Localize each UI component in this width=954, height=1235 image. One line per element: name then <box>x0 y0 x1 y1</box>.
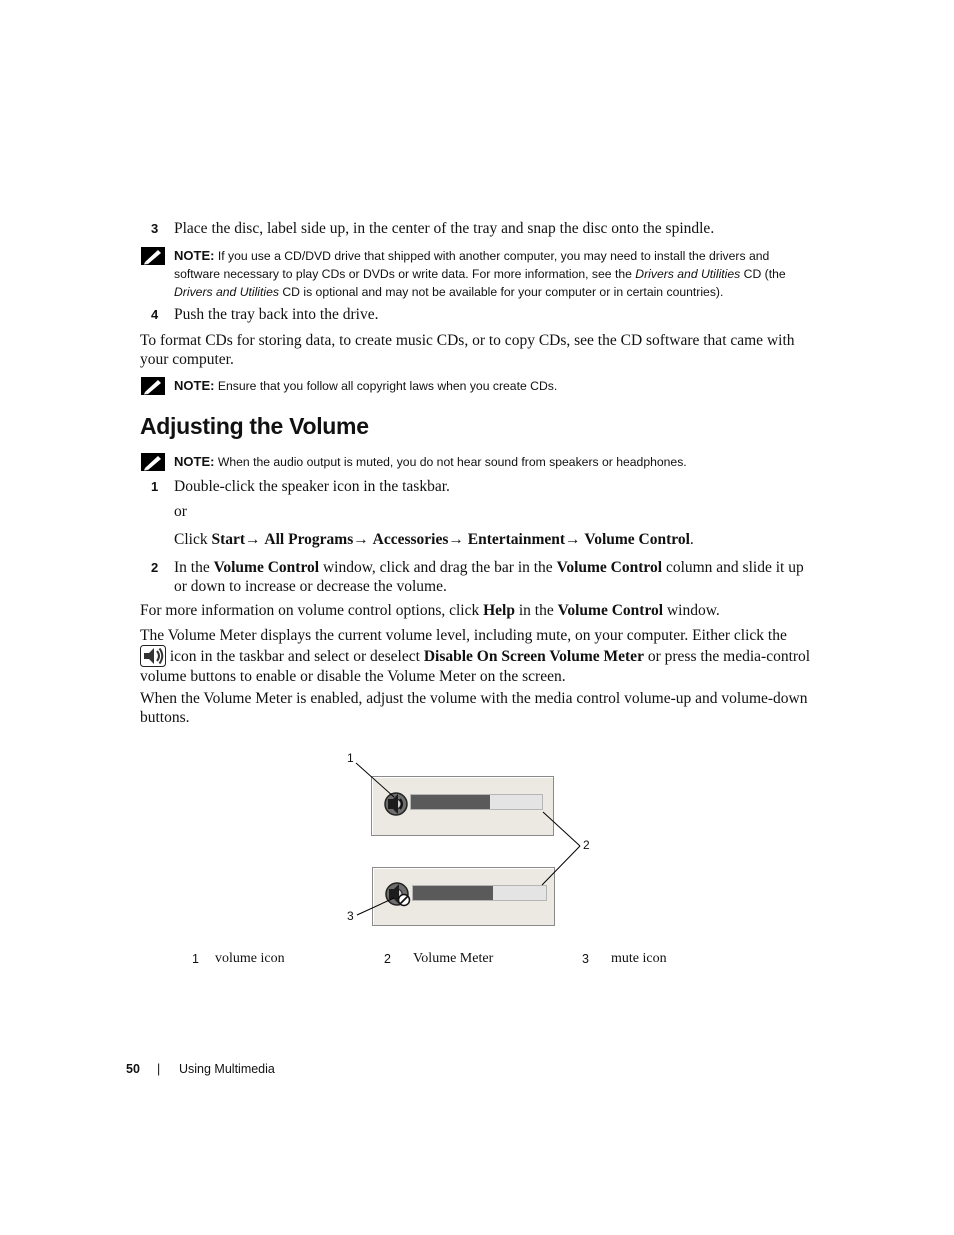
ui-term: Volume Control <box>213 559 320 576</box>
text-run: in the <box>514 602 558 619</box>
note-emphasis: Drivers and Utilities <box>635 267 741 281</box>
text-run: The Volume Meter displays the current volume level, including mute, on your computer. Either click the <box>140 627 787 644</box>
step-number: 3 <box>151 221 159 236</box>
menu-volume-control: Volume Control <box>584 531 690 548</box>
paragraph-format-cds: To format CDs for storing data, to create music CDs, or to copy CDs, see the CD software that came with your computer. <box>140 332 795 368</box>
text-run: For more information on volume control options, click <box>140 602 484 619</box>
note-text: Ensure that you follow all copyright laws when you create CDs. <box>214 379 558 393</box>
note-emphasis: Drivers and Utilities <box>174 285 279 299</box>
text-run: In the <box>174 559 214 576</box>
step-or: or <box>174 503 187 520</box>
legend-text: mute icon <box>611 951 667 966</box>
text-run: icon in the taskbar and select or deselect <box>166 648 424 665</box>
menu-path-intro: Click <box>174 531 212 548</box>
note-text: When the audio output is muted, you do not hear sound from speakers or headphones. <box>214 455 687 469</box>
text-run: window. <box>663 602 720 619</box>
ui-term: Help <box>483 602 515 619</box>
text-run: column and slide it up or down to increase or decrease the volume. <box>174 559 804 595</box>
arrow-icon: → <box>565 531 581 548</box>
note-text: If you use a CD/DVD drive that shipped with another computer, you may need to install the drivers and software necessary to play CDs or DVDs or write data. For more information, see the <box>174 249 770 281</box>
note-label: NOTE: <box>174 378 215 393</box>
ui-term: Volume Control <box>557 602 664 619</box>
note-text: CD is optional and may not be available for your computer or in certain countries). <box>278 285 724 299</box>
note-text: CD (the <box>740 267 786 281</box>
legend-number: 2 <box>384 952 391 966</box>
menu-accessories: Accessories <box>372 531 449 548</box>
step-text: Push the tray back into the drive. <box>174 306 379 323</box>
arrow-icon: → <box>245 531 261 548</box>
page-number: 50 <box>126 1062 140 1076</box>
step-number: 1 <box>151 479 159 494</box>
callout-number: 3 <box>347 909 354 923</box>
step-number: 4 <box>151 307 159 322</box>
menu-path-end: . <box>689 531 694 548</box>
text-run: or press the media-control volume buttons to enable or disable the Volume Meter on the screen. <box>140 648 811 685</box>
legend-text: volume icon <box>215 951 285 966</box>
legend-text: Volume Meter <box>413 951 494 966</box>
note-label: NOTE: <box>174 248 215 263</box>
footer-section: Using Multimedia <box>179 1062 275 1076</box>
callout-number: 1 <box>347 751 354 765</box>
menu-entertainment: Entertainment <box>467 531 566 548</box>
note-label: NOTE: <box>174 454 215 469</box>
step-text: Place the disc, label side up, in the center of the tray and snap the disc onto the spindle. <box>174 220 715 237</box>
paragraph-enabled: When the Volume Meter is enabled, adjust the volume with the media control volume-up and volume-down buttons. <box>140 690 808 726</box>
step-text: Double-click the speaker icon in the taskbar. <box>174 478 450 495</box>
section-heading: Adjusting the Volume <box>140 413 369 439</box>
step-number: 2 <box>151 560 159 575</box>
footer-separator: | <box>157 1062 161 1076</box>
callout-number: 2 <box>583 838 590 852</box>
arrow-icon: → <box>448 531 464 548</box>
text-run: window, click and drag the bar in the <box>319 559 557 576</box>
arrow-icon: → <box>353 531 369 548</box>
legend-number: 1 <box>192 952 199 966</box>
menu-all-programs: All Programs <box>264 531 354 548</box>
menu-start: Start <box>211 531 246 548</box>
ui-term: Volume Control <box>556 559 663 576</box>
legend-number: 3 <box>582 952 589 966</box>
ui-term: Disable On Screen Volume Meter <box>423 648 644 665</box>
